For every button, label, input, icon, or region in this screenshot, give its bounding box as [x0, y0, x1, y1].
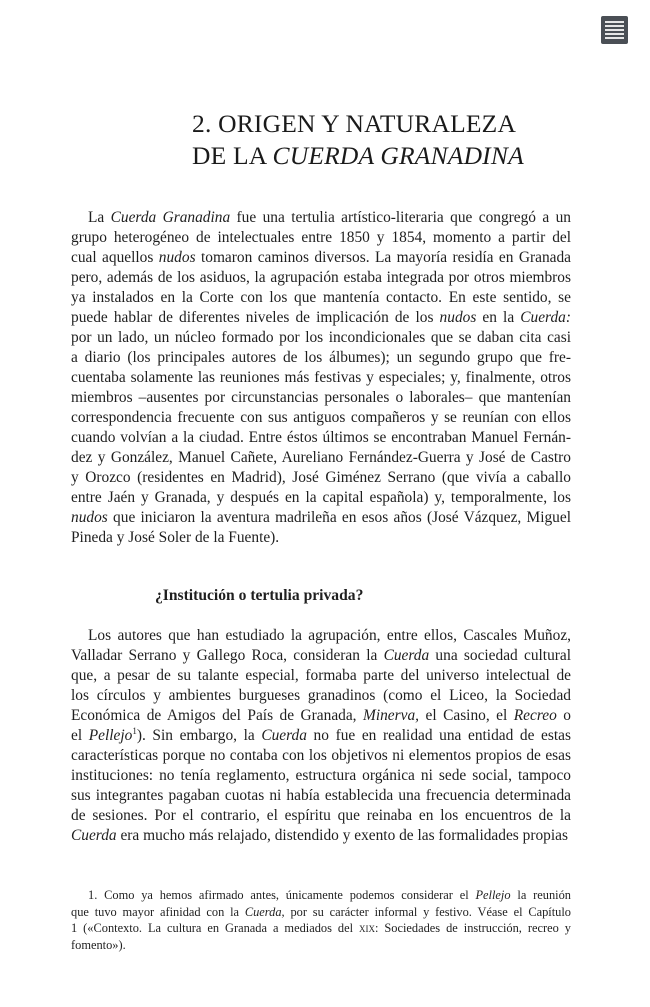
- text-line: [71, 348, 571, 368]
- italic-run: Cuerda: [383, 647, 430, 664]
- text-run: ya instalados en la Corte con los que mantenía contacto. En este sentido, se: [71, 289, 571, 306]
- text-line: [71, 706, 571, 726]
- text-run: dez y González, Manuel Cañete, Aureliano Fernández-Guerra y José de Castro: [71, 449, 571, 466]
- text-run: xix: [358, 921, 375, 935]
- text-line: [71, 428, 571, 448]
- text-line: [71, 488, 571, 508]
- list-menu-icon-line: [605, 29, 624, 31]
- footnote-reference[interactable]: 1: [132, 725, 137, 736]
- italic-run: Cuerda Granadina: [110, 209, 231, 226]
- list-menu-icon-line: [605, 37, 624, 39]
- italic-run: Minerva,: [363, 707, 420, 724]
- text-run: Valladar Serrano y Gallego Roca, consideran la: [71, 647, 384, 664]
- text-run: 1 («Contexto. La cultura en Granada a mediados del: [71, 921, 359, 935]
- text-line: [71, 528, 571, 548]
- text-run: era mucho más relajado, distendido y exento de las formalidades propias: [116, 827, 568, 844]
- italic-run: nudos: [158, 249, 196, 266]
- text-line: [71, 766, 571, 786]
- text-line: [71, 666, 571, 686]
- italic-run: nudos: [71, 509, 108, 526]
- text-run: por su carácter informal y festivo. Véase el Capítulo: [284, 904, 571, 919]
- italic-run: nudos: [439, 309, 477, 326]
- text-run: que iniciaron la aventura madrileña en esos años (José Vázquez, Miguel: [107, 509, 571, 526]
- text-line: [71, 626, 571, 646]
- italic-run: Cuerda: [261, 727, 307, 744]
- text-line: [71, 508, 571, 528]
- text-run: Económica de Amigos del País de Granada,: [71, 707, 364, 724]
- text-run: Pineda y José Soler de la Fuente).: [71, 529, 280, 546]
- chapter-title-prefix: DE LA: [192, 141, 273, 170]
- text-line: [71, 388, 571, 408]
- text-run: La: [88, 209, 111, 226]
- text-run: el Casino, el: [419, 707, 514, 724]
- text-run: fue una tertulia artístico-literaria que congregó a un: [230, 209, 571, 226]
- text-line: [71, 468, 571, 488]
- text-run: una sociedad cultural: [429, 647, 571, 664]
- text-run: cual aquellos: [71, 249, 159, 266]
- text-run: de sesiones. Por el contrario, el espíritu que reinaba en los encuentros de la: [71, 807, 571, 824]
- chapter-title-line-2: [192, 140, 524, 172]
- section-heading: ¿Institución o tertulia privada?: [155, 587, 364, 604]
- footnote: [71, 887, 571, 953]
- text-run: : Sociedades de instrucción, recreo y: [374, 921, 571, 935]
- text-run: miembros –ausentes por circunstancias personales o laborales– que mantenían: [71, 389, 571, 406]
- text-run: Los autores que han estudiado la agrupación, entre ellos, Cascales Muñoz,: [88, 627, 571, 644]
- text-run: o: [556, 707, 571, 724]
- text-line: [71, 208, 571, 228]
- text-line: [71, 746, 571, 766]
- text-line: [71, 937, 571, 954]
- text-run: en la: [476, 309, 521, 326]
- text-line: [71, 920, 571, 937]
- text-line: [71, 887, 571, 904]
- text-line: [71, 268, 571, 288]
- italic-run: Pellejo: [88, 727, 133, 744]
- italic-run: Recreo: [513, 707, 557, 724]
- text-run: la reunión: [510, 888, 571, 902]
- text-run: por un lado, un núcleo formado por los incondicionales que se daban cita casi: [71, 329, 571, 346]
- text-line: [71, 328, 571, 348]
- list-menu-icon-line: [605, 25, 624, 27]
- text-line: [71, 228, 571, 248]
- text-run: puede hablar de diferentes niveles de implicación de los: [71, 309, 440, 326]
- text-run: no fue en realidad una entidad de estas: [306, 727, 571, 744]
- text-line: [71, 288, 571, 308]
- text-run: características porque no contaba con los objetivos ni elementos propios de esas: [71, 747, 571, 764]
- text-run: cuentaba solamente las reuniones más festivas y especiales; y, finalmente, otros: [71, 369, 571, 386]
- italic-run: Cuerda:: [520, 309, 571, 326]
- text-line: [71, 686, 571, 706]
- text-line: [71, 786, 571, 806]
- text-line: [71, 904, 571, 921]
- text-run: el: [71, 727, 89, 744]
- text-line: [71, 646, 571, 666]
- text-line: [71, 726, 571, 746]
- text-run: y Orozco (residentes en Madrid), José Giménez Serrano (que vivía a caballo: [71, 469, 571, 486]
- list-menu-icon-line: [605, 21, 624, 23]
- text-run: tomaron caminos diversos. La mayoría residía en Granada: [195, 249, 571, 266]
- text-run: sus integrantes pagaban cuotas ni había establecida una frecuencia determinada: [71, 787, 571, 804]
- text-line: [71, 368, 571, 388]
- chapter-title-italic: CUERDA GRANADINA: [272, 141, 524, 170]
- text-line: [71, 448, 571, 468]
- text-run: fomento»).: [71, 937, 126, 952]
- text-run: ). Sin embargo, la: [136, 727, 262, 744]
- text-run: instituciones: no tenía reglamento, estructura orgánica ni sede social, tampoco: [71, 767, 571, 784]
- text-run: que tuvo mayor afinidad con la: [71, 904, 245, 919]
- text-run: a diario (los principales autores de los álbumes); un segundo grupo que fre-: [71, 349, 571, 366]
- paragraph-2: [71, 626, 571, 846]
- text-line: [71, 826, 571, 846]
- menu-list-button[interactable]: [601, 16, 628, 44]
- text-line: [71, 248, 571, 268]
- italic-run: Cuerda,: [244, 904, 285, 919]
- chapter-title: [192, 108, 524, 172]
- text-run: grupo heterogéneo de intelectuales entre 1850 y 1854, momento a partir del: [71, 229, 571, 246]
- text-run: entre Jaén y Granada, y después en la capital española) y, temporalmente, los: [71, 489, 571, 506]
- paragraph-1: [71, 208, 571, 548]
- italic-run: Pellejo: [475, 888, 511, 902]
- text-run: los círculos y ambientes burgueses granadinos (como el Liceo, la Sociedad: [71, 687, 571, 704]
- text-line: [71, 408, 571, 428]
- text-run: 1. Como ya hemos afirmado antes, únicamente podemos considerar el: [88, 888, 476, 902]
- text-run: que, a pesar de su talante especial, formaba parte del universo intelectual de: [71, 667, 571, 684]
- list-menu-icon-line: [605, 33, 624, 35]
- text-run: pero, además de los asiduos, la agrupación estaba integrada por otros miembros: [71, 269, 571, 286]
- chapter-title-line-1: 2. ORIGEN Y NATURALEZA: [192, 109, 517, 138]
- text-run: cuando volvían a la ciudad. Entre éstos últimos se encontraban Manuel Fernán-: [71, 429, 571, 446]
- text-run: correspondencia frecuente con sus antiguos compañeros y se reunían con ellos: [71, 409, 571, 426]
- text-line: [71, 308, 571, 328]
- text-line: [71, 806, 571, 826]
- italic-run: Cuerda: [71, 827, 117, 844]
